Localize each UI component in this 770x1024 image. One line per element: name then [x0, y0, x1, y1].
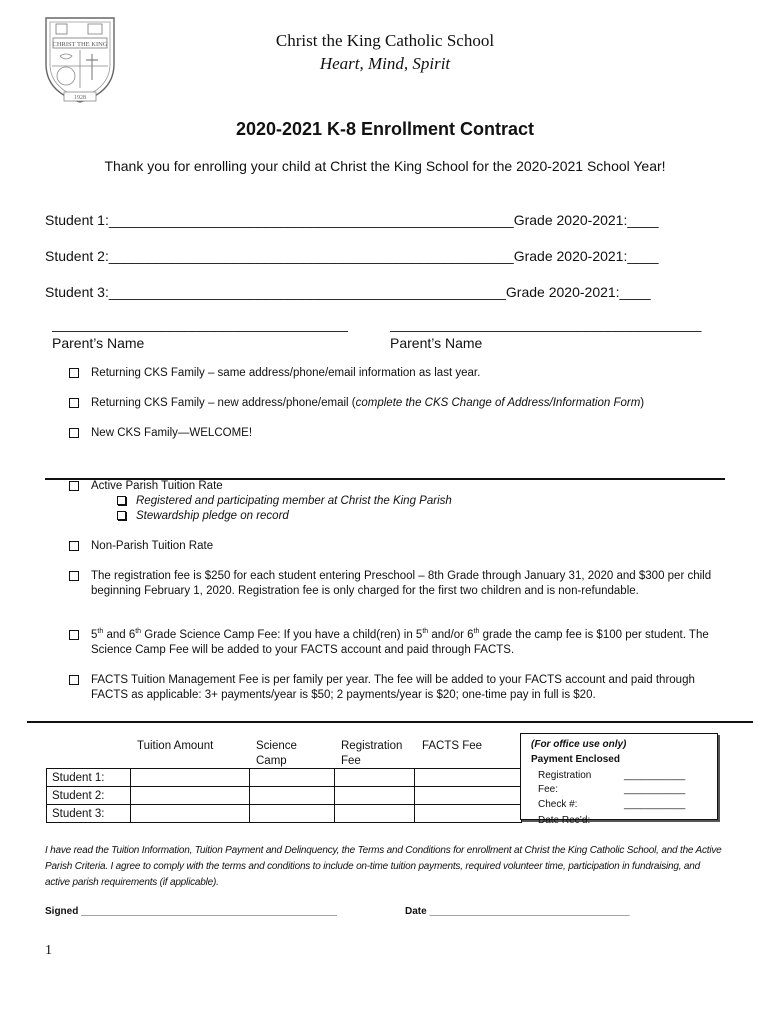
crest-banner-text: CHRIST THE KING — [52, 41, 108, 48]
change-of-address-form-note: complete the CKS Change of Address/Information Form — [355, 397, 641, 409]
science-camp-part: 5 — [91, 629, 98, 641]
checkbox-stewardship-pledge[interactable] — [117, 511, 126, 520]
sub-option-registered-member: Registered and participating member at Christ the King Parish — [136, 495, 452, 507]
thank-you-message: Thank you for enrolling your child at Christ the King School for the 2020-2021 School Year! — [104, 158, 666, 174]
row-label-student-2 — [46, 786, 131, 805]
fee-section-divider — [27, 721, 753, 723]
col-header-science-camp: Science Camp — [256, 740, 297, 767]
checkbox-registration-fee[interactable] — [69, 571, 79, 581]
cell-facts-fee-2[interactable] — [414, 786, 522, 805]
row-label-student-1 — [46, 768, 131, 787]
office-blank-fee[interactable]: ___________ — [624, 770, 686, 781]
option-returning-new-text: Returning CKS Family – new address/phone/email ( — [91, 397, 356, 409]
parent-name-label-right: Parent’s Name — [390, 335, 483, 351]
agreement-statement: I have read the Tuition Information, Tuition Payment and Delinquency, the Terms and Conditions for enrollment at Christ the King Catholic School, and the Active Parish Criteria. I agree to comply with the terms and conditions to include on-time tuition payments, required volunteer time, participation in fundraising, and active parish requirements (if applicable). — [45, 845, 722, 888]
col-header-registration: Registration Fee — [341, 740, 403, 767]
cell-science-camp-1[interactable] — [249, 768, 335, 787]
crest-year-text: 1928 — [74, 95, 86, 101]
row-label-text: Student 2: — [52, 790, 105, 802]
payment-enclosed-heading: Payment Enclosed — [531, 754, 620, 765]
office-field-fee: Fee: — [538, 784, 559, 795]
science-camp-part: and/or 6 — [428, 629, 474, 641]
option-returning-new-close: ) — [640, 397, 645, 409]
page-title: 2020-2021 K-8 Enrollment Contract — [235, 119, 535, 139]
col-header-facts-fee: FACTS Fee — [422, 740, 483, 752]
cell-tuition-3[interactable] — [130, 804, 250, 823]
checkbox-returning-new[interactable] — [69, 398, 79, 408]
checkbox-non-parish[interactable] — [69, 541, 79, 551]
facts-fee-text: FACTS Tuition Management Fee is per family per year. The fee will be added to your FACTS account and paid through FACTS as applicable: 3+ payments/year is $50; 2 payments/year is $20; one-time pay in full is $20. — [91, 674, 695, 701]
parent-name-line-left[interactable]: ______________________________________ — [52, 316, 348, 332]
office-field-registration: Registration — [538, 770, 592, 781]
science-camp-part: and 6 — [103, 629, 136, 641]
signature-line[interactable]: Signed ______________________________________________ — [45, 906, 337, 917]
science-camp-part: Grade Science Camp Fee: If you have a child(ren) in 5 — [141, 629, 423, 641]
school-motto: Heart, Mind, Spirit — [319, 54, 451, 73]
option-new-family: New CKS Family—WELCOME! — [91, 427, 253, 439]
checkbox-active-parish[interactable] — [69, 481, 79, 491]
date-line[interactable]: Date ____________________________________ — [405, 906, 630, 917]
registration-fee-text: The registration fee is $250 for each student entering Preschool – 8th Grade through January 31, 2020 and $300 per child beginning February 1, 2020. Registration fee is only charged for the first two children and is non-refundable. — [91, 570, 712, 597]
page-number: 1 — [45, 943, 52, 958]
science-camp-text — [91, 628, 716, 658]
option-returning-new — [91, 396, 644, 411]
sub-option-stewardship-pledge: Stewardship pledge on record — [136, 510, 289, 522]
parent-name-label-left: Parent’s Name — [52, 335, 145, 351]
cell-tuition-1[interactable] — [130, 768, 250, 787]
student-1-line[interactable]: Student 1:____________________________________________________Grade 2020-2021:____ — [45, 212, 659, 228]
checkbox-new-family[interactable] — [69, 428, 79, 438]
row-label-text: Student 1: — [52, 772, 105, 784]
ordinal-suffix: th — [473, 628, 480, 636]
cell-registration-2[interactable] — [334, 786, 415, 805]
student-3-line[interactable]: Student 3:___________________________________________________Grade 2020-2021:____ — [45, 284, 651, 300]
cell-registration-1[interactable] — [334, 768, 415, 787]
office-field-date-recd: Date Rec’d: — [538, 815, 591, 826]
checkbox-science-camp[interactable] — [69, 630, 79, 640]
office-field-check: Check #: — [538, 799, 578, 810]
student-2-line[interactable]: Student 2:____________________________________________________Grade 2020-2021:____ — [45, 248, 659, 264]
cell-science-camp-3[interactable] — [249, 804, 335, 823]
ordinal-suffix: th — [422, 628, 429, 636]
cell-registration-3[interactable] — [334, 804, 415, 823]
science-camp-part: grade the camp fee is $100 per student. The Science Camp Fee will be added to your FACTS account and paid through FACTS. — [91, 629, 709, 656]
office-use-heading: (For office use only) — [531, 739, 627, 750]
cell-science-camp-2[interactable] — [249, 786, 335, 805]
office-blank-check[interactable]: ___________ — [624, 799, 686, 810]
row-label-student-3 — [46, 804, 131, 823]
checkbox-returning-same[interactable] — [69, 368, 79, 378]
option-returning-same: Returning CKS Family – same address/phone/email information as last year. — [91, 367, 481, 379]
parent-name-line-right[interactable]: ________________________________________ — [390, 316, 702, 332]
checkbox-facts-fee[interactable] — [69, 675, 79, 685]
ordinal-suffix: th — [97, 628, 104, 636]
office-blank-fee-2[interactable]: ___________ — [624, 784, 686, 795]
cell-facts-fee-3[interactable] — [414, 804, 522, 823]
cell-facts-fee-1[interactable] — [414, 768, 522, 787]
school-name: Christ the King Catholic School — [275, 31, 495, 50]
cell-tuition-2[interactable] — [130, 786, 250, 805]
col-header-tuition: Tuition Amount — [137, 740, 214, 752]
ordinal-suffix: th — [135, 628, 142, 636]
row-label-text: Student 3: — [52, 808, 105, 820]
option-non-parish: Non-Parish Tuition Rate — [91, 540, 214, 552]
option-active-parish: Active Parish Tuition Rate — [91, 480, 223, 492]
checkbox-registered-member[interactable] — [117, 496, 126, 505]
